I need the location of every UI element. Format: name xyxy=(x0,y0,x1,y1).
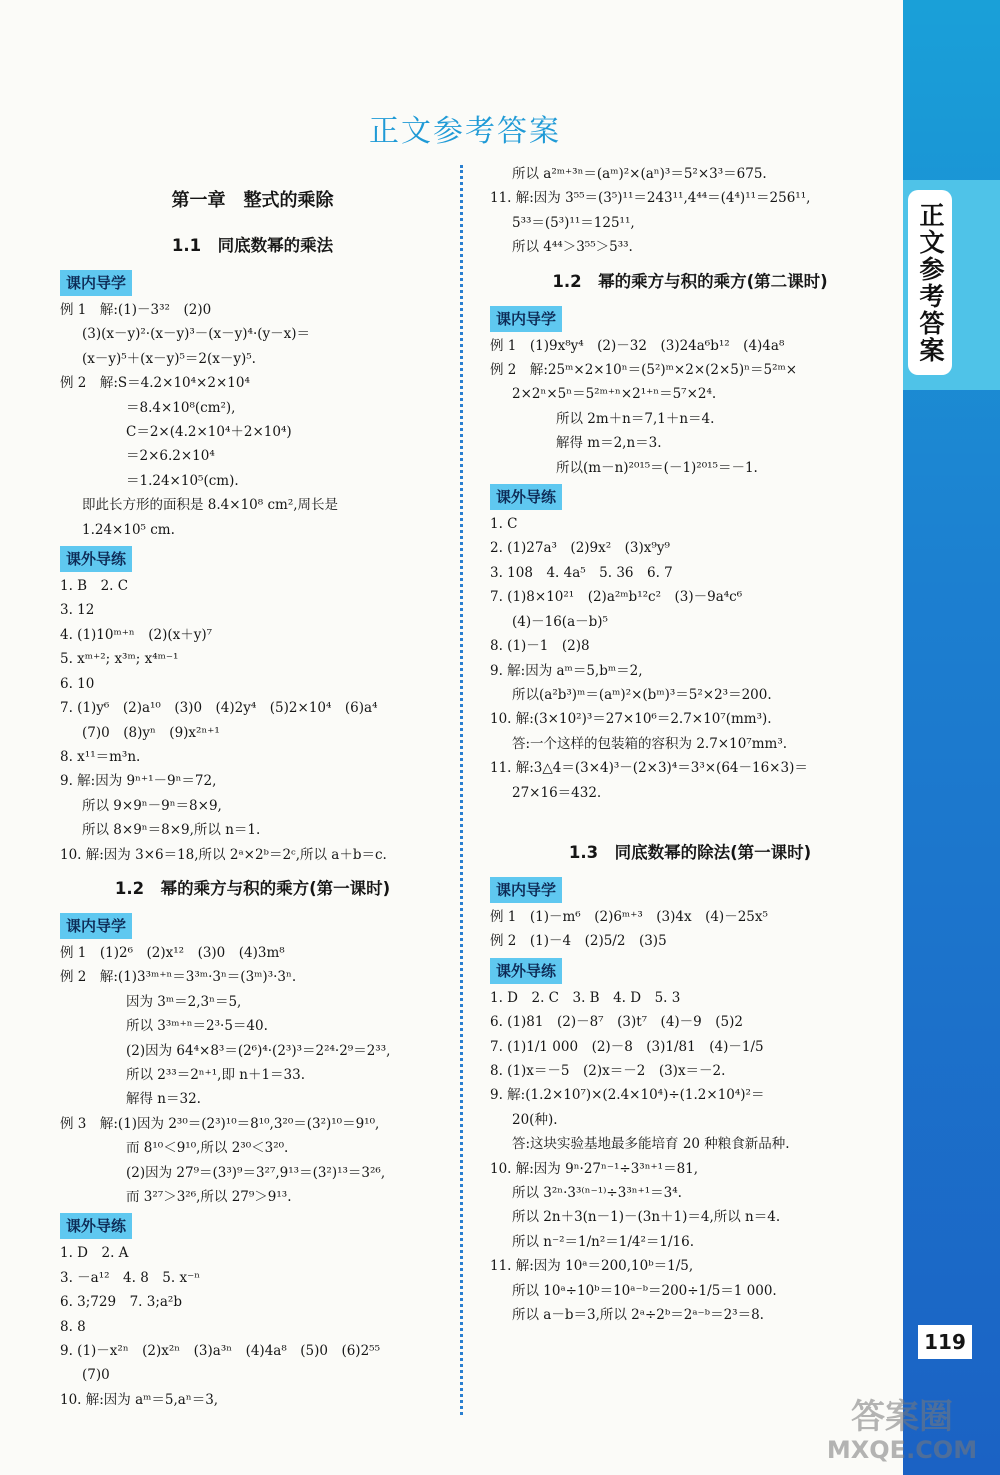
answer-line: 所以 a²ᵐ⁺³ⁿ＝(aᵐ)²×(aⁿ)³＝5²×3³＝675. xyxy=(512,166,767,182)
answer-line: 3. －a¹² 4. 8 5. x⁻ⁿ xyxy=(60,1269,201,1286)
answer-line: 1. C xyxy=(490,516,518,533)
answer-line: 1. B 2. C xyxy=(60,578,129,595)
answer-line: 1. D 2. A xyxy=(60,1245,129,1262)
answer-line: (4)－16(a－b)⁵ xyxy=(512,613,608,630)
answer-line: 9. 解:因为 9ⁿ⁺¹－9ⁿ＝72, xyxy=(60,773,217,790)
answer-line: 6. (1)81 (2)－8⁷ (3)t⁷ (4)－9 (5)2 xyxy=(490,1014,743,1031)
answer-line: 3. 12 xyxy=(60,602,95,619)
answer-line: 所以 n⁻²＝1/n²＝1/4²＝1/16. xyxy=(512,1233,695,1250)
answer-line: 例 1 (1)9x⁸y⁴ (2)－32 (3)24a⁶b¹² (4)4a⁸ xyxy=(490,337,785,354)
answer-line: 5³³＝(5³)¹¹＝125¹¹, xyxy=(512,214,635,231)
answer-line: 2×2ⁿ×5ⁿ＝5²ᵐ⁺ⁿ×2¹⁺ⁿ＝5⁷×2⁴. xyxy=(512,386,717,403)
answer-line: 所以 2³³＝2ⁿ⁺¹,即 n＋1＝33. xyxy=(126,1066,306,1083)
answer-line: 所以 3²ⁿ·3³⁽ⁿ⁻¹⁾÷3³ⁿ⁺¹＝3⁴. xyxy=(512,1185,682,1201)
answer-line: 例 2 解:S＝4.2×10⁴×2×10⁴ xyxy=(60,375,250,392)
answer-line: 解得 m＝2,n＝3. xyxy=(556,435,662,452)
answer-line: 所以 10ᵃ÷10ᵇ＝10ᵃ⁻ᵇ＝200÷1/5＝1 000. xyxy=(512,1282,777,1299)
answer-line: 所以 2n＋3(n－1)－(3n＋1)＝4,所以 n＝4. xyxy=(512,1209,781,1226)
answer-line: 即此长方形的面积是 8.4×10⁸ cm²,周长是 xyxy=(82,497,339,514)
answer-line: 答:这块实验基地最多能培育 20 种粮食新品种. xyxy=(512,1136,790,1153)
section-heading-1-1: 1.1 同底数幂的乘法 xyxy=(171,236,334,255)
badge-out-class-1: 课外导练 xyxy=(60,546,132,572)
answer-line: (2)因为 64⁴×8³＝(2⁶)⁴·(2³)³＝2²⁴·2⁹＝2³³, xyxy=(126,1042,391,1059)
answer-line: 1. D 2. C 3. B 4. D 5. 3 xyxy=(490,989,681,1006)
section-heading-1-2b: 1.2 幂的乘方与积的乘方(第二课时) xyxy=(552,271,828,291)
right-column xyxy=(490,162,890,1327)
badge-out-class-2: 课外导练 xyxy=(60,1213,132,1239)
badge-in-class-1: 课内导学 xyxy=(60,270,132,296)
answer-line: (3)(x－y)²·(x－y)³－(x－y)⁴·(y－x)＝ xyxy=(82,326,311,343)
answer-line: 例 1 (1)－m⁶ (2)6ᵐ⁺³ (3)4x (4)－25x⁵ xyxy=(490,908,768,925)
answer-line: 6. 3;729 7. 3;a²b xyxy=(60,1294,182,1311)
answer-line: 10. 解:因为 3×6＝18,所以 2ᵃ×2ᵇ＝2ᶜ,所以 a＋b＝c. xyxy=(60,846,387,863)
answer-line: 11. 解:因为 3⁵⁵＝(3⁵)¹¹＝243¹¹,4⁴⁴＝(4⁴)¹¹＝256¹¹, xyxy=(490,190,811,207)
answer-line: ＝2×6.2×10⁴ xyxy=(126,448,215,465)
answer-line: 6. 10 xyxy=(60,675,95,692)
answer-line: 所以 a－b＝3,所以 2ᵃ÷2ᵇ＝2ᵃ⁻ᵇ＝2³＝8. xyxy=(512,1307,764,1324)
badge-in-class-2: 课内导学 xyxy=(60,913,132,939)
answer-line: 例 1 解:(1)－3³² (2)0 xyxy=(60,302,212,318)
answer-line: 所以 8×9ⁿ＝8×9,所以 n＝1. xyxy=(82,822,261,839)
answer-line: C＝2×(4.2×10⁴＋2×10⁴) xyxy=(126,424,292,441)
answer-line: 例 2 (1)－4 (2)5/2 (3)5 xyxy=(490,933,667,950)
answer-line: 9. 解:(1.2×10⁷)×(2.4×10⁴)÷(1.2×10⁴)²＝ xyxy=(490,1087,765,1104)
answer-line: 解得 n＝32. xyxy=(126,1091,201,1108)
answer-line: 10. 解:(3×10²)³＝27×10⁶＝2.7×10⁷(mm³). xyxy=(490,711,772,728)
answer-line: 而 3²⁷＞3²⁶,所以 27⁹＞9¹³. xyxy=(126,1189,292,1205)
section-heading-1-3: 1.3 同底数幂的除法(第一课时) xyxy=(568,842,812,862)
answer-line: 8. x¹¹＝m³n. xyxy=(60,748,141,765)
answer-line: 所以 9×9ⁿ－9ⁿ＝8×9, xyxy=(82,797,222,814)
answer-line: 因为 3ᵐ＝2,3ⁿ＝5, xyxy=(126,993,242,1010)
answer-line: 9. (1)－x²ⁿ (2)x²ⁿ (3)a³ⁿ (4)4a⁸ (5)0 (6)2⁵⁵ xyxy=(60,1343,380,1360)
answer-line: 2. (1)27a³ (2)9x² (3)x⁹y⁹ xyxy=(490,540,670,557)
column-divider xyxy=(460,165,463,1415)
answer-line: 7. (1)y⁶ (2)a¹⁰ (3)0 (4)2y⁴ (5)2×10⁴ (6)a⁴ xyxy=(60,700,378,717)
answer-line: 所以 4⁴⁴＞3⁵⁵＞5³³. xyxy=(512,239,633,256)
answer-line: 11. 解:因为 10ᵃ＝200,10ᵇ＝1/5, xyxy=(490,1258,694,1275)
watermark-line1: 答案圈 xyxy=(851,1397,953,1437)
answer-line: 20(种). xyxy=(512,1111,558,1128)
watermark-logo xyxy=(812,1398,992,1464)
answer-line: ＝1.24×10⁵(cm). xyxy=(126,472,239,489)
answer-line: 27×16＝432. xyxy=(512,784,602,801)
badge-out-class-4: 课外导练 xyxy=(490,958,562,984)
answer-line: 而 8¹⁰＜9¹⁰,所以 2³⁰＜3²⁰. xyxy=(126,1140,289,1157)
section-tab xyxy=(908,190,952,375)
answer-line: 1.24×10⁵ cm. xyxy=(82,521,175,538)
answer-line: 3. 108 4. 4a⁵ 5. 36 6. 7 xyxy=(490,564,673,581)
answer-line: 11. 解:3△4＝(3×4)³－(2×3)⁴＝3³×(64－16×3)＝ xyxy=(490,760,808,777)
badge-in-class-3: 课内导学 xyxy=(490,306,562,332)
answer-line: 例 2 解:(1)3³ᵐ⁺ⁿ＝3³ᵐ·3ⁿ＝(3ᵐ)³·3ⁿ. xyxy=(60,969,297,986)
answer-line: 所以 2m＋n＝7,1＋n＝4. xyxy=(556,410,715,427)
section-tab-label: 正文参考答案 xyxy=(916,201,945,364)
badge-out-class-3: 课外导练 xyxy=(490,484,562,510)
answer-line: 例 1 (1)2⁶ (2)x¹² (3)0 (4)3m⁸ xyxy=(60,944,285,961)
answer-line: 7. (1)1/1 000 (2)－8 (3)1/81 (4)－1/5 xyxy=(490,1038,764,1055)
answer-line: 4. (1)10ᵐ⁺ⁿ (2)(x＋y)⁷ xyxy=(60,626,213,643)
page-number: 119 xyxy=(918,1325,972,1359)
answer-line: 例 2 解:25ᵐ×2×10ⁿ＝(5²)ᵐ×2×(2×5)ⁿ＝5²ᵐ× xyxy=(490,362,798,379)
answer-line: ＝8.4×10⁸(cm²), xyxy=(126,399,236,416)
answer-line: (7)0 xyxy=(82,1367,110,1384)
section-heading-1-2a: 1.2 幂的乘方与积的乘方(第一课时) xyxy=(114,878,391,898)
answer-line: 所以(m－n)²⁰¹⁵＝(－1)²⁰¹⁵＝－1. xyxy=(556,459,758,476)
answer-line: 7. (1)8×10²¹ (2)a²ᵐb¹²c² (3)－9a⁴c⁶ xyxy=(490,589,743,606)
answer-line: 5. xᵐ⁺²; x³ᵐ; x⁴ᵐ⁻¹ xyxy=(60,651,179,668)
page-title: 正文参考答案 xyxy=(369,114,561,149)
answer-line: 所以 3³ᵐ⁺ⁿ＝2³·5＝40. xyxy=(126,1018,268,1035)
answer-line: 所以(a²b³)ᵐ＝(aᵐ)²×(bᵐ)³＝5²×2³＝200. xyxy=(512,686,772,703)
answer-line: 10. 解:因为 9ⁿ·27ⁿ⁻¹÷3³ⁿ⁺¹＝81, xyxy=(490,1160,699,1177)
badge-in-class-4: 课内导学 xyxy=(490,877,562,903)
answer-line: (2)因为 27⁹＝(3³)⁹＝3²⁷,9¹³＝(3²)¹³＝3²⁶, xyxy=(126,1164,386,1181)
answer-line: (7)0 (8)yⁿ (9)x²ⁿ⁺¹ xyxy=(82,724,220,741)
answer-line: 8. (1)－1 (2)8 xyxy=(490,638,590,655)
answer-line: 10. 解:因为 aᵐ＝5,aⁿ＝3, xyxy=(60,1391,219,1408)
answer-line: 9. 解:因为 aᵐ＝5,bᵐ＝2, xyxy=(490,662,643,679)
answer-line: 答:一个这样的包装箱的容积为 2.7×10⁷mm³. xyxy=(512,735,788,752)
answer-line: 8. 8 xyxy=(60,1318,86,1335)
answer-line: 8. (1)x＝－5 (2)x＝－2 (3)x＝－2. xyxy=(490,1062,726,1079)
chapter-heading: 第一章 整式的乘除 xyxy=(171,190,334,211)
answer-line: 例 3 解:(1)因为 2³⁰＝(2³)¹⁰＝8¹⁰,3²⁰＝(3²)¹⁰＝9¹⁰, xyxy=(60,1115,380,1132)
left-column xyxy=(60,180,445,1412)
spacer xyxy=(490,805,890,831)
answer-line: (x－y)⁵＋(x－y)⁵＝2(x－y)⁵. xyxy=(82,350,256,367)
watermark-line2: MXQE.COM xyxy=(826,1436,978,1464)
